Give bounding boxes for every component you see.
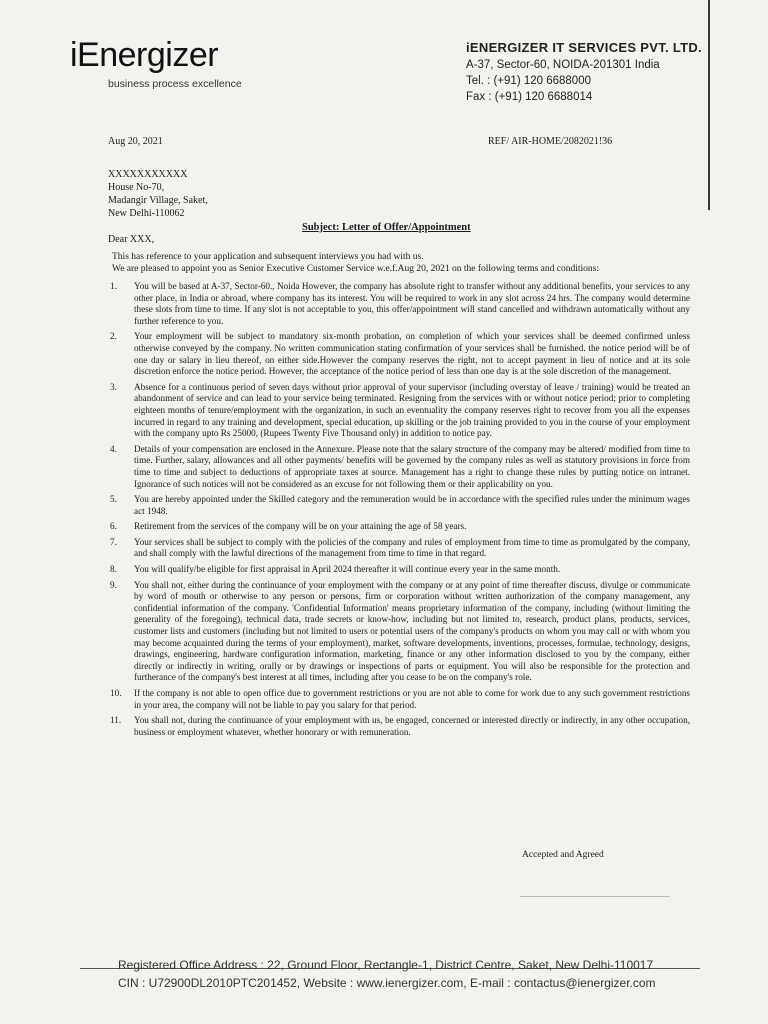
- term-text: If the company is not able to open office due to government restrictions or you are not able to come for work due to any such government restrictions in your area, the company will not be liable to pay you salary for that period.: [134, 688, 690, 710]
- company-fax: Fax : (+91) 120 6688014: [466, 91, 593, 103]
- term-number: 8.: [110, 564, 117, 575]
- company-name: iENERGIZER IT SERVICES PVT. LTD.: [466, 40, 702, 55]
- letter-reference: REF/ AIR-HOME/2082021!36: [488, 136, 613, 147]
- term-text: Your services shall be subject to comply with the policies of the company and rules of employment from time to time as promulgated by the company, and shall comply with the lawful directions of the management from time to time in that regard.: [134, 536, 690, 559]
- term-item: [110, 688, 690, 711]
- recipient-line: New Delhi-110062: [108, 208, 185, 219]
- term-text: You shall not, during the continuance of your employment with us, be engaged, concerned or interested directly or indirectly, in any other occupation, business or employment whatever, whether honorary or with remuneration.: [134, 715, 690, 737]
- term-item: [110, 494, 690, 517]
- term-item: [110, 564, 690, 576]
- term-number: 4.: [110, 443, 117, 454]
- term-item: [110, 331, 690, 377]
- term-item: [110, 715, 690, 738]
- page-edge-line: [708, 0, 710, 210]
- term-text: You will be based at A-37, Sector-60., Noida However, the company has absolute right to transfer without any additional benefits, your services to any other place, in India or abroad, where company has its interest. You will be required to work in any slot across 24 hrs. The company would determine these slots from time to time. If any slot is not acceptable to you, this offer/appointment will stand cancelled and withdrawn automatically without any further reference to you.: [134, 281, 690, 326]
- accepted-and-agreed: Accepted and Agreed: [522, 850, 604, 860]
- term-text: Details of your compensation are enclosed in the Annexure. Please note that the salary structure of the company may be altered/ modified from time to time. Further, salary, allowances and all other payments/ benefits will be governed by the company rules as well as statutory provisions in force from time to time and subject to deductions of appropriate taxes at source. Management has a right to change these rules by putting notice on intranet. Ignorance of such notices will not be considered as an excuse for not following them or their applicability on you.: [134, 443, 690, 489]
- term-text: Your employment will be subject to mandatory six-month probation, on completion of which your services shall be deemed confirmed unless otherwise conveyed by the company. No written communication stating confirmation of your services shall be furnished. the notice period will be of one day or salary in lieu thereof, on either side.However the company reserves the right, not to accept payment in lieu of notice and at its sole discretion enforce the notice period. However, the acceptance of the notice period of less than one day is at the sole discretion of the management.: [134, 331, 690, 377]
- term-item: [110, 281, 690, 327]
- page-footer: [118, 958, 656, 990]
- term-item: [110, 537, 690, 560]
- term-number: 5.: [110, 494, 117, 505]
- intro-line: This has reference to your application and subsequent interviews you had with us.: [112, 252, 424, 262]
- term-item: [110, 444, 690, 490]
- company-address: A-37, Sector-60, NOIDA-201301 India: [466, 59, 660, 71]
- term-number: 1.: [110, 281, 117, 291]
- company-logo: [70, 38, 242, 90]
- term-text: You will qualify/be eligible for first appraisal in April 2024 thereafter it will continue every year in the same month.: [134, 564, 561, 575]
- letter-subject: Subject: Letter of Offer/Appointment: [302, 222, 471, 233]
- term-number: 3.: [110, 381, 117, 392]
- intro-paragraph: [112, 251, 672, 275]
- cin-contact: CIN : U72900DL2010PTC201452, Website : www.ienergizer.com, E-mail : contactus@ienergizer.com: [118, 976, 656, 990]
- registered-office: Registered Office Address : 22, Ground Floor, Rectangle-1, District Centre, Saket, New Delhi-110017: [118, 958, 654, 972]
- recipient-line: House No-70,: [108, 182, 165, 193]
- term-number: 11.: [110, 715, 122, 726]
- salutation: Dear XXX,: [108, 234, 155, 245]
- logo-tagline: business process excellence: [108, 78, 242, 90]
- term-text: You are hereby appointed under the Skilled category and the remuneration would be in accordance with the specified rules under the minimum wages act 1948.: [134, 494, 690, 516]
- recipient-line: XXXXXXXXXXX: [108, 169, 188, 180]
- term-item: [110, 382, 690, 440]
- term-text: Absence for a continuous period of seven days without prior approval of your supervisor (including overstay of leave / training) would be treated an abandonment of service and can lead to your service being terminated. Resigning from the services with or without notice period; prior to completing eighteen months of tenure/employment with the organization, in such an eventuality the company reserves right to recover from you all the expenses incurred in regard to any training and development, special education, up skilling or the job training provided to you in the course of your employment with the company upto Rs 25000, (Rupees Twenty Five Thousand only) in addition to notice pay.: [134, 381, 690, 439]
- term-text: You shall not, either during the continuance of your employment with the company or at any point of time thereafter discuss, divulge or communicate by word of mouth or otherwise to any person or persons, firm or corporation without written authorization of the company management, any confidential information of the company. 'Confidential Information' means proprietary information of the company, including (without limiting the generality of the foregoing), technical data, trade secrets or know-how, including but not limited to, research, product plans, products, services, customer lists and customers (including but not limited to users or potential users of the company's products on whom you may call or with whom you may become acquainted during the terms of your employment), market, software developments, inventions, processes, formulae, technology, designs, drawings, engineering, hardware configuration information, marketing, finance or any other information disclosed to you by the company, either directly or indirectly in writing, orally or by drawings or inspections of parts or equipment. You will also be responsible for the protection and furtherance of the company's best interest at all times, including after you cease to be on the company's role.: [134, 579, 690, 683]
- logo-text: iEnergizer: [70, 36, 219, 74]
- term-number: 9.: [110, 579, 117, 590]
- term-number: 2.: [110, 331, 117, 342]
- intro-line: We are pleased to appoint you as Senior Executive Customer Service w.e.f.Aug 20, 2021 on the following terms and conditions:: [112, 264, 599, 274]
- company-tel: Tel. : (+91) 120 6688000: [466, 75, 591, 87]
- term-number: 6.: [110, 521, 117, 532]
- terms-list: [110, 281, 690, 742]
- term-text: Retirement from the services of the company will be on your attaining the age of 58 years.: [134, 521, 467, 532]
- letter-date: Aug 20, 2021: [108, 136, 163, 147]
- term-number: 10.: [110, 688, 122, 698]
- signature-line: [520, 896, 670, 897]
- company-letterhead: [466, 40, 702, 105]
- term-item: [110, 521, 690, 533]
- recipient-line: Madangir Village, Saket,: [108, 195, 208, 206]
- recipient-address: [108, 168, 208, 220]
- term-item: [110, 580, 690, 684]
- term-number: 7.: [110, 536, 117, 547]
